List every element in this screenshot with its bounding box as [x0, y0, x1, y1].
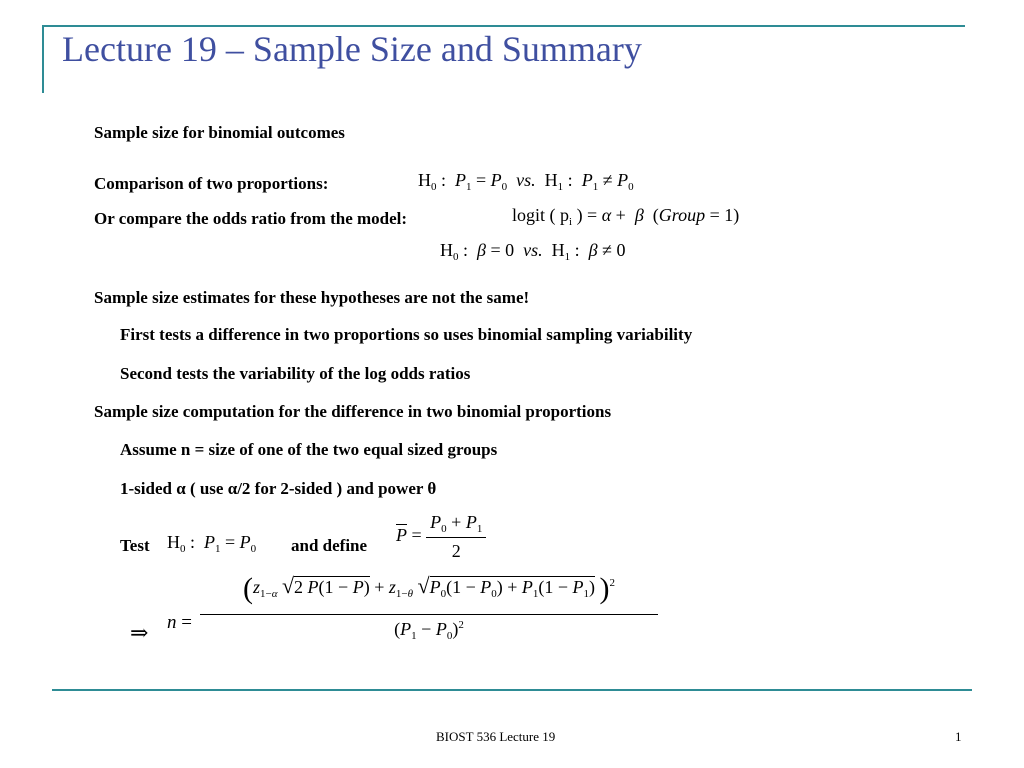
- not-same-text: Sample size estimates for these hypotheses are not the same!: [94, 288, 530, 307]
- page-number: 1: [955, 729, 962, 744]
- hypothesis-equal: $H_0$ : $P_1 = P_0$: [167, 532, 257, 555]
- slide-title: Lecture 19 – Sample Size and Summary: [62, 29, 642, 69]
- odds-label: Or compare the odds ratio from the model:: [94, 209, 408, 228]
- test-label: Test: [120, 536, 150, 555]
- title-top-rule: [42, 25, 965, 27]
- implies-arrow: ⇒: [130, 620, 149, 645]
- pbar-definition: $\overline{P}$ = $\frac{P_0 + P_1}{2}$: [396, 512, 486, 562]
- footer-rule: [52, 689, 972, 691]
- n-equals: n =: [167, 612, 192, 633]
- computation-text: Sample size computation for the difference in two binomial proportions: [94, 402, 612, 421]
- assume-text: Assume n = size of one of the two equal sized groups: [120, 440, 498, 459]
- second-tests-text: Second tests the variability of the log odds ratios: [120, 364, 471, 383]
- and-define-label: and define: [291, 536, 368, 555]
- title-left-rule: [42, 25, 44, 93]
- hypothesis-beta: $H_0$ : β = 0 vs. $H_1$ : β ≠ 0: [440, 240, 626, 263]
- footer-course: BIOST 536 Lecture 19: [436, 729, 556, 744]
- alpha-power-text: 1-sided α ( use α/2 for 2-sided ) and power θ: [120, 479, 437, 498]
- first-tests-text: First tests a difference in two proportions so uses binomial sampling variability: [120, 325, 693, 344]
- hypothesis-proportions: $H_0$ : $P_1 = P_0$ vs. $H_1$ : $P_1 \ne P_0$: [418, 170, 634, 193]
- sample-size-formula: ($z_{1-\alpha}$ √2 $\overline{P}(1 - \overline{P}) + z_{1-\theta}$ $√P_0(1 - P_0) + P_1(1 - P_1)$ )$^2$ $(P_1 - P_0)^2$: [200, 572, 658, 642]
- section-heading: Sample size for binomial outcomes: [94, 123, 345, 142]
- comparison-label: Comparison of two proportions:: [94, 174, 329, 193]
- logit-model: logit ( $p_i$ ) = α + β (Group = 1): [512, 205, 740, 228]
